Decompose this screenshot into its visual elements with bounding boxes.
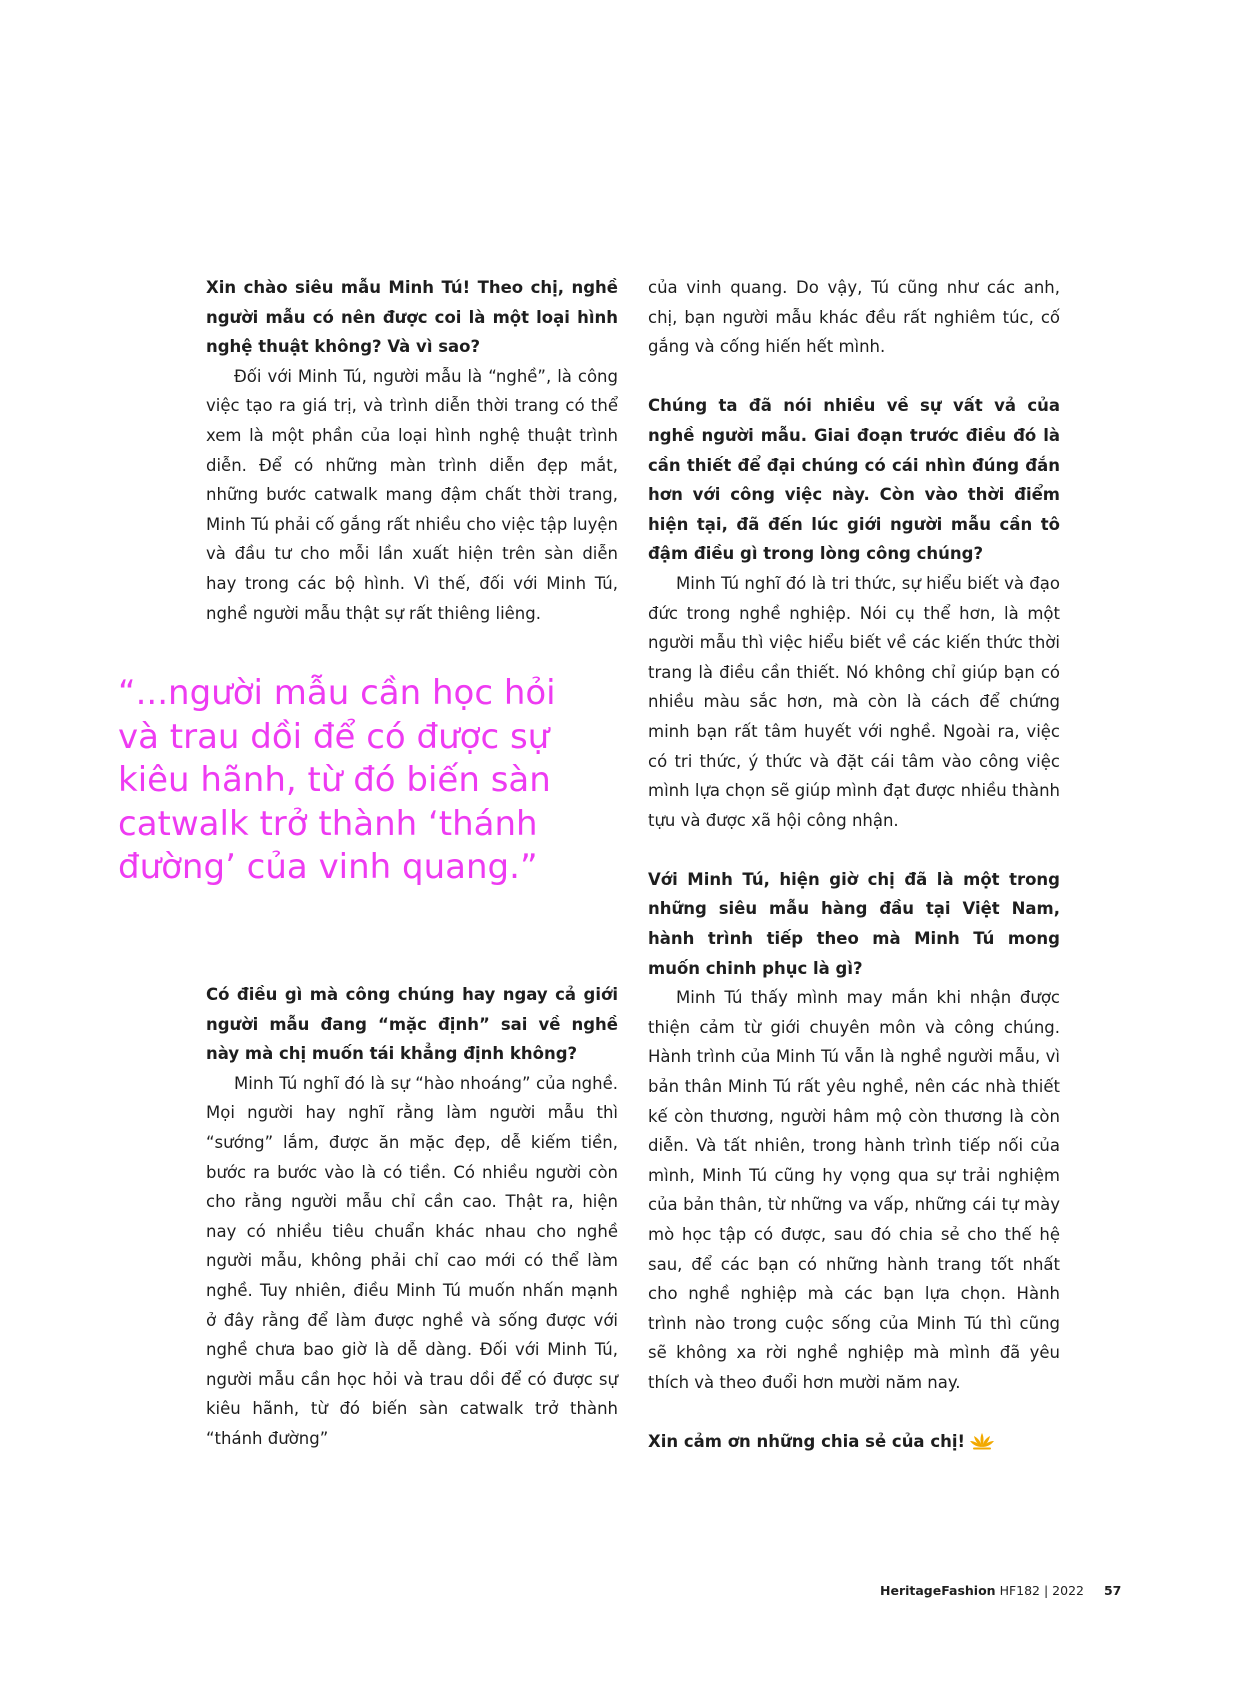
pull-quote: “...người mẫu cần học hỏi và trau dồi để có được sự kiêu hãnh, từ đó biến sàn catwalk trở thành ‘thánh đường’ của vinh quang.” — [118, 673, 556, 888]
answer-2-continuation: của vinh quang. Do vậy, Tú cũng như các anh, chị, bạn người mẫu khác đều rất nghiêm túc, cố gắng và cống hiến hết mình. — [648, 278, 1060, 357]
page-footer — [880, 1583, 1150, 1603]
column-right — [648, 273, 1060, 1457]
column-left-top — [206, 273, 618, 628]
interview-answer-4: Minh Tú thấy mình may mắn khi nhận được thiện cảm từ giới chuyên môn và công chúng. Hành trình của Minh Tú vẫn là nghề người mẫu, vì bản thân Minh Tú rất yêu nghề, nên các nhà thiết kế còn thương, người hâm mộ còn thương là còn diễn. Và tất nhiên, trong hành trình tiếp nối của mình, Minh Tú cũng hy vọng qua sự trải nghiệm của bản thân, từ những va vấp, những cái tự mày mò học tập có được, sau đó chia sẻ cho thế hệ sau, để các bạn có những hành trang tốt nhất cho nghề nghiệp mà các bạn lựa chọn. Hành trình nào trong cuộc sống của Minh Tú thì cũng sẽ không xa rời nghề nghiệp mà mình đã yêu thích và theo đuổi hơn mười năm nay. — [648, 988, 1060, 1392]
interview-question-1: Xin chào siêu mẫu Minh Tú! Theo chị, nghề người mẫu có nên được coi là một loại hình nghệ thuật không? Và vì sao? — [206, 278, 618, 357]
interview-question-3: Chúng ta đã nói nhiều về sự vất vả của nghề người mẫu. Giai đoạn trước điều đó là cần thiết để đại chúng có cái nhìn đúng đắn hơn với công việc này. Còn vào thời điểm hiện tại, đã đến lúc giới người mẫu cần tô đậm điều gì trong lòng công chúng? — [648, 396, 1060, 564]
column-left-bottom — [206, 980, 618, 1454]
interview-answer-3: Minh Tú nghĩ đó là tri thức, sự hiểu biết và đạo đức trong nghề nghiệp. Nói cụ thể hơn, là một người mẫu thì việc hiểu biết về các kiến thức thời trang là điều cần thiết. Nó không chỉ giúp bạn có nhiều màu sắc hơn, mà còn là cách để chứng minh bạn rất tâm huyết với nghề. Ngoài ra, việc có tri thức, ý thức và đặt cái tâm vào công việc mình lựa chọn sẽ giúp mình đạt được nhiều thành tựu và được xã hội công nhận. — [648, 573, 1060, 830]
interview-answer-2: Minh Tú nghĩ đó là sự “hào nhoáng” của nghề. Mọi người hay nghĩ rằng làm người mẫu thì “sướng” lắm, được ăn mặc đẹp, dễ kiếm tiền, bước ra bước vào là có tiền. Có nhiều người còn cho rằng người mẫu chỉ cần cao. Thật ra, hiện nay có nhiều tiêu chuẩn khác nhau cho nghề người mẫu, không phải chỉ cao mới có thể làm nghề. Tuy nhiên, điều Minh Tú muốn nhấn mạnh ở đây rằng để làm được nghề và sống được với nghề chưa bao giờ là dễ dàng. Đối với Minh Tú, người mẫu cần học hỏi và trau dồi để có được sự kiêu hãnh, từ đó biến sàn catwalk trở thành “thánh đường” — [206, 1073, 618, 1448]
interview-answer-1: Đối với Minh Tú, người mẫu là “nghề”, là công việc tạo ra giá trị, và trình diễn thời trang có thể xem là một phần của loại hình nghệ thuật trình diễn. Để có những màn trình diễn đẹp mắt, những bước catwalk mang đậm chất thời trang, Minh Tú phải cố gắng rất nhiều cho việc tập luyện và đầu tư cho mỗi lần xuất hiện trên sàn diễn hay trong các bộ hình. Vì thế, đối với Minh Tú, nghề người mẫu thật sự rất thiêng liêng. — [206, 366, 618, 623]
lotus-icon — [969, 1432, 995, 1450]
closing-line — [648, 1427, 1060, 1457]
magazine-brand: HeritageFashion — [880, 1583, 996, 1598]
issue-info: HF182 | 2022 — [999, 1583, 1084, 1598]
interview-question-2: Có điều gì mà công chúng hay ngay cả giới người mẫu đang “mặc định” sai về nghề này mà chị muốn tái khẳng định không? — [206, 985, 618, 1064]
page-number: 57 — [1103, 1583, 1122, 1598]
closing-text: Xin cảm ơn những chia sẻ của chị! — [648, 1432, 966, 1452]
interview-question-4: Với Minh Tú, hiện giờ chị đã là một trong những siêu mẫu hàng đầu tại Việt Nam, hành trình tiếp theo mà Minh Tú mong muốn chinh phục là gì? — [648, 869, 1060, 978]
